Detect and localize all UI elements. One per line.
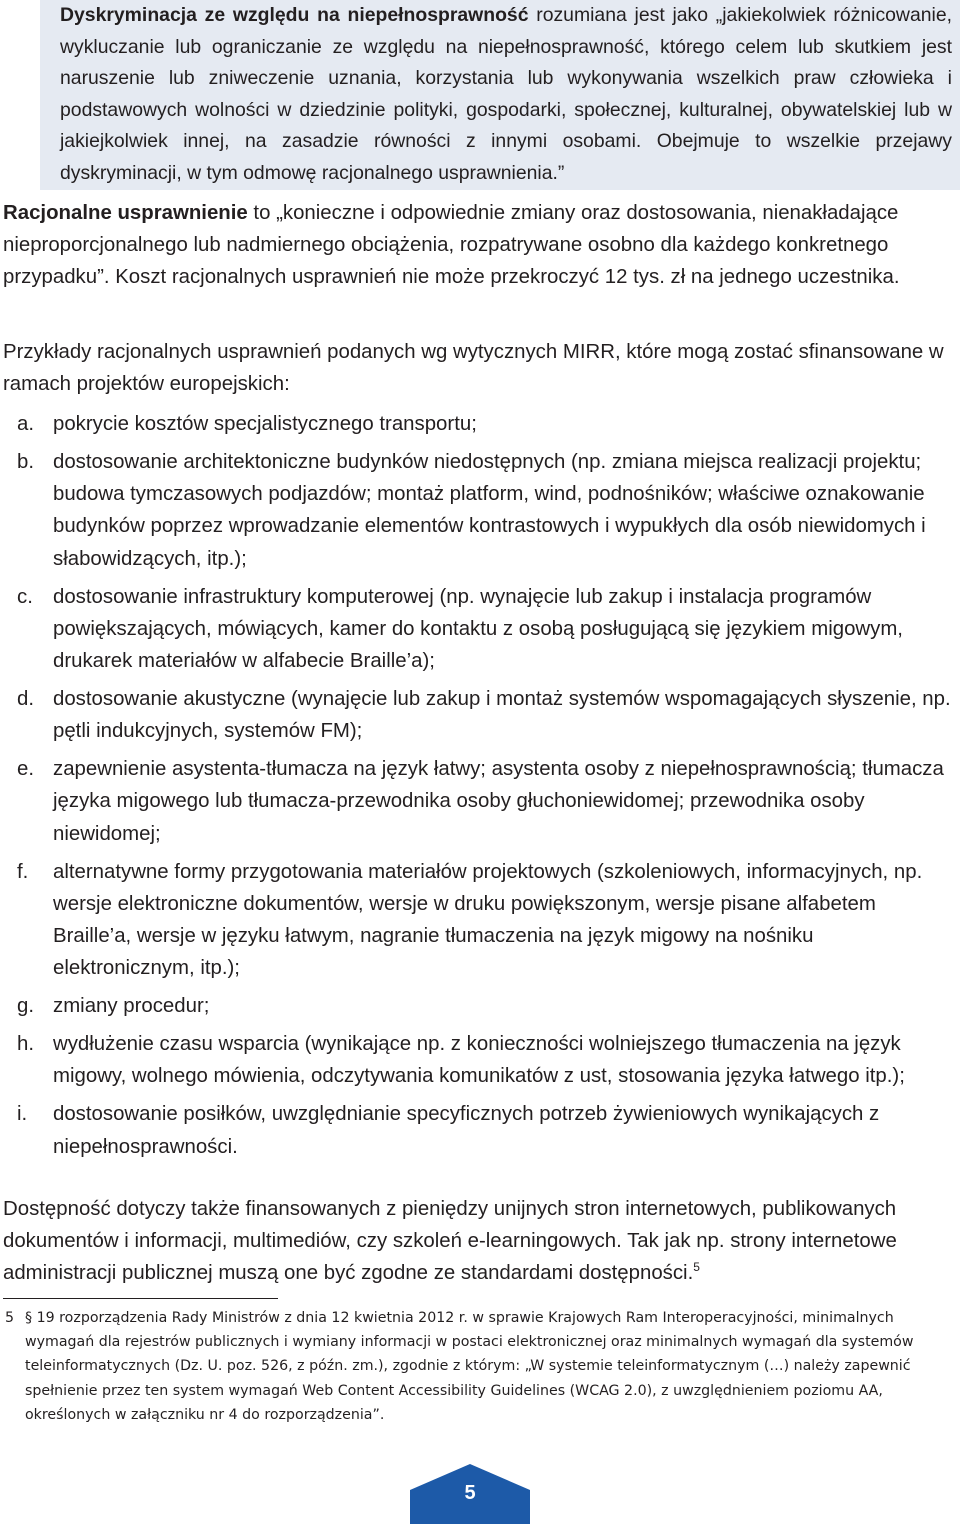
definition-body: rozumiana jest jako „jakiekolwiek różnicowanie, wykluczanie lub ograniczanie ze względu na niepełnosprawność, którego celem lub skutkiem jest naruszenie lub zniweczenie uznania, korzystania lub wykonywania wszelkich praw człowieka i podstawowych wolności w dziedzinie polityki, gospodarki, społecznej, kulturalnej, obywatelskiej lub w jakiejkolwiek innej, na zasadzie równości z innymi osobami. Obejmuje to wszelkie przejawy dyskryminacji, w tym odmowę racjonalnego usprawnienia.”	[60, 4, 952, 184]
list-marker: b.	[17, 451, 35, 473]
list-item	[3, 446, 958, 575]
list-item-text: dostosowanie infrastruktury komputerowej (np. wynajęcie lub zakup i instalacja programów powiększających, mówiących, kamer do kontaktu z osobą posługującą się językiem migowym, drukarek materiałów w alfabecie Braille’a);	[53, 585, 903, 673]
list-marker: g.	[17, 995, 35, 1018]
list-marker: e.	[17, 758, 35, 781]
list-marker: d.	[17, 688, 35, 711]
accessibility-text: Dostępność dotyczy także finansowanych z pieniędzy unijnych stron internetowych, publikowanych dokumentów i informacji, multimediów, czy szkoleń e-learningowych. Tak jak np. strony internetowe administracji publicznej muszą one być zgodne ze standardami dostępności.	[3, 1198, 897, 1285]
accessibility-paragraph	[3, 1193, 953, 1290]
list-item-text: wydłużenie czasu wsparcia (wynikające np. z konieczności wolniejszego tłumaczenia na język migowy, wolnego mówienia, odczytywania komunikatów z ust, stosowania języka łatwego itp.);	[53, 1033, 905, 1088]
list-item	[3, 683, 958, 747]
footnote-text: § 19 rozporządzenia Rady Ministrów z dnia 12 kwietnia 2012 r. w sprawie Krajowych Ram Interoperacyjności, minimalnych wymagań dla rejestrów publicznych i wymiany informacji w postaci elektronicznej oraz minimalnych wymagań dla systemów teleinformatycznych (Dz. U. poz. 526, z późn. zm.), zgodnie z którym: „W systemie teleinformatycznym (…) należy zapewnić spełnienie przez ten system wymagań Web Content Accessibility Guidelines (WCAG 2.0), z uwzględnieniem poziomu AA, określonych w załączniku nr 4 do rozporządzenia”.	[25, 1310, 914, 1423]
examples-list	[3, 408, 958, 1169]
list-item-text: pokrycie kosztów specjalistycznego transportu;	[53, 413, 477, 435]
footnote-divider	[3, 1298, 278, 1299]
list-marker: f.	[17, 860, 29, 883]
footnote	[3, 1306, 953, 1427]
reasonable-accommodation-body: to „konieczne i odpowiednie zmiany oraz dostosowania, nienakładające nieproporcjonalnego lub nadmiernego obciążenia, rozpatrywane osobno dla każdego konkretnego przypadku”. Koszt racjonalnych usprawnień nie może przekroczyć 12 tys. zł na jednego uczestnika.	[3, 202, 900, 289]
definition-term: Dyskryminacja ze względu na niepełnosprawność	[60, 4, 529, 26]
list-item-text: zapewnienie asystenta-tłumacza na język łatwy; asystenta osoby z niepełnosprawnością; tłumacza języka migowego lub tłumacza-przewodnika osoby głuchoniewidomej; przewodnika osoby niewidomej;	[53, 758, 944, 845]
definition-box	[40, 0, 960, 190]
list-item	[3, 856, 958, 985]
list-item	[3, 1098, 958, 1162]
list-marker: a.	[17, 413, 35, 435]
list-marker: c.	[17, 585, 33, 608]
reasonable-accommodation-term: Racjonalne usprawnienie	[3, 202, 248, 224]
list-marker: i.	[17, 1103, 28, 1126]
footnote-number: 5	[5, 1310, 15, 1326]
list-item-text: alternatywne formy przygotowania materiałów projektowych (szkoleniowych, informacyjnych, np. wersje elektroniczne dokumentów, wersje w druku powiększonym, wersje pisane alfabetem Braille’a, wersje w języku łatwym, nagranie tłumaczenia na język migowy na nośniku elektronicznym, itp.);	[53, 860, 923, 980]
definition-text	[40, 0, 960, 190]
list-marker: h.	[17, 1033, 35, 1056]
page-number: 5	[464, 1482, 476, 1504]
list-item	[3, 581, 958, 678]
list-item-text: dostosowanie architektoniczne budynków niedostępnych (np. zmiana miejsca realizacji projektu; budowa tymczasowych podjazdów; montaż platform, wind, podnośników; właściwe oznakowanie budynków poprzez wprowadzanie elementów kontrastowych i wypukłych dla osób niewidomych i słabowidzących, itp.);	[53, 451, 926, 570]
examples-intro: Przykłady racjonalnych usprawnień podanych wg wytycznych MIRR, które mogą zostać sfinansowane w ramach projektów europejskich:	[3, 341, 944, 396]
list-item-text: zmiany procedur;	[53, 995, 210, 1018]
footnote-reference[interactable]: 5	[693, 1260, 700, 1275]
list-item	[3, 753, 958, 850]
list-item	[3, 1028, 958, 1092]
list-item-text: dostosowanie akustyczne (wynajęcie lub zakup i montaż systemów wspomagających słyszenie, np. pętli indukcyjnych, systemów FM);	[53, 688, 951, 743]
list-item	[3, 408, 958, 440]
list-item	[3, 990, 958, 1022]
list-item-text: dostosowanie posiłków, uwzględnianie specyficznych potrzeb żywieniowych wynikających z niepełnosprawności.	[53, 1103, 880, 1158]
reasonable-accommodation-paragraph	[3, 197, 953, 294]
